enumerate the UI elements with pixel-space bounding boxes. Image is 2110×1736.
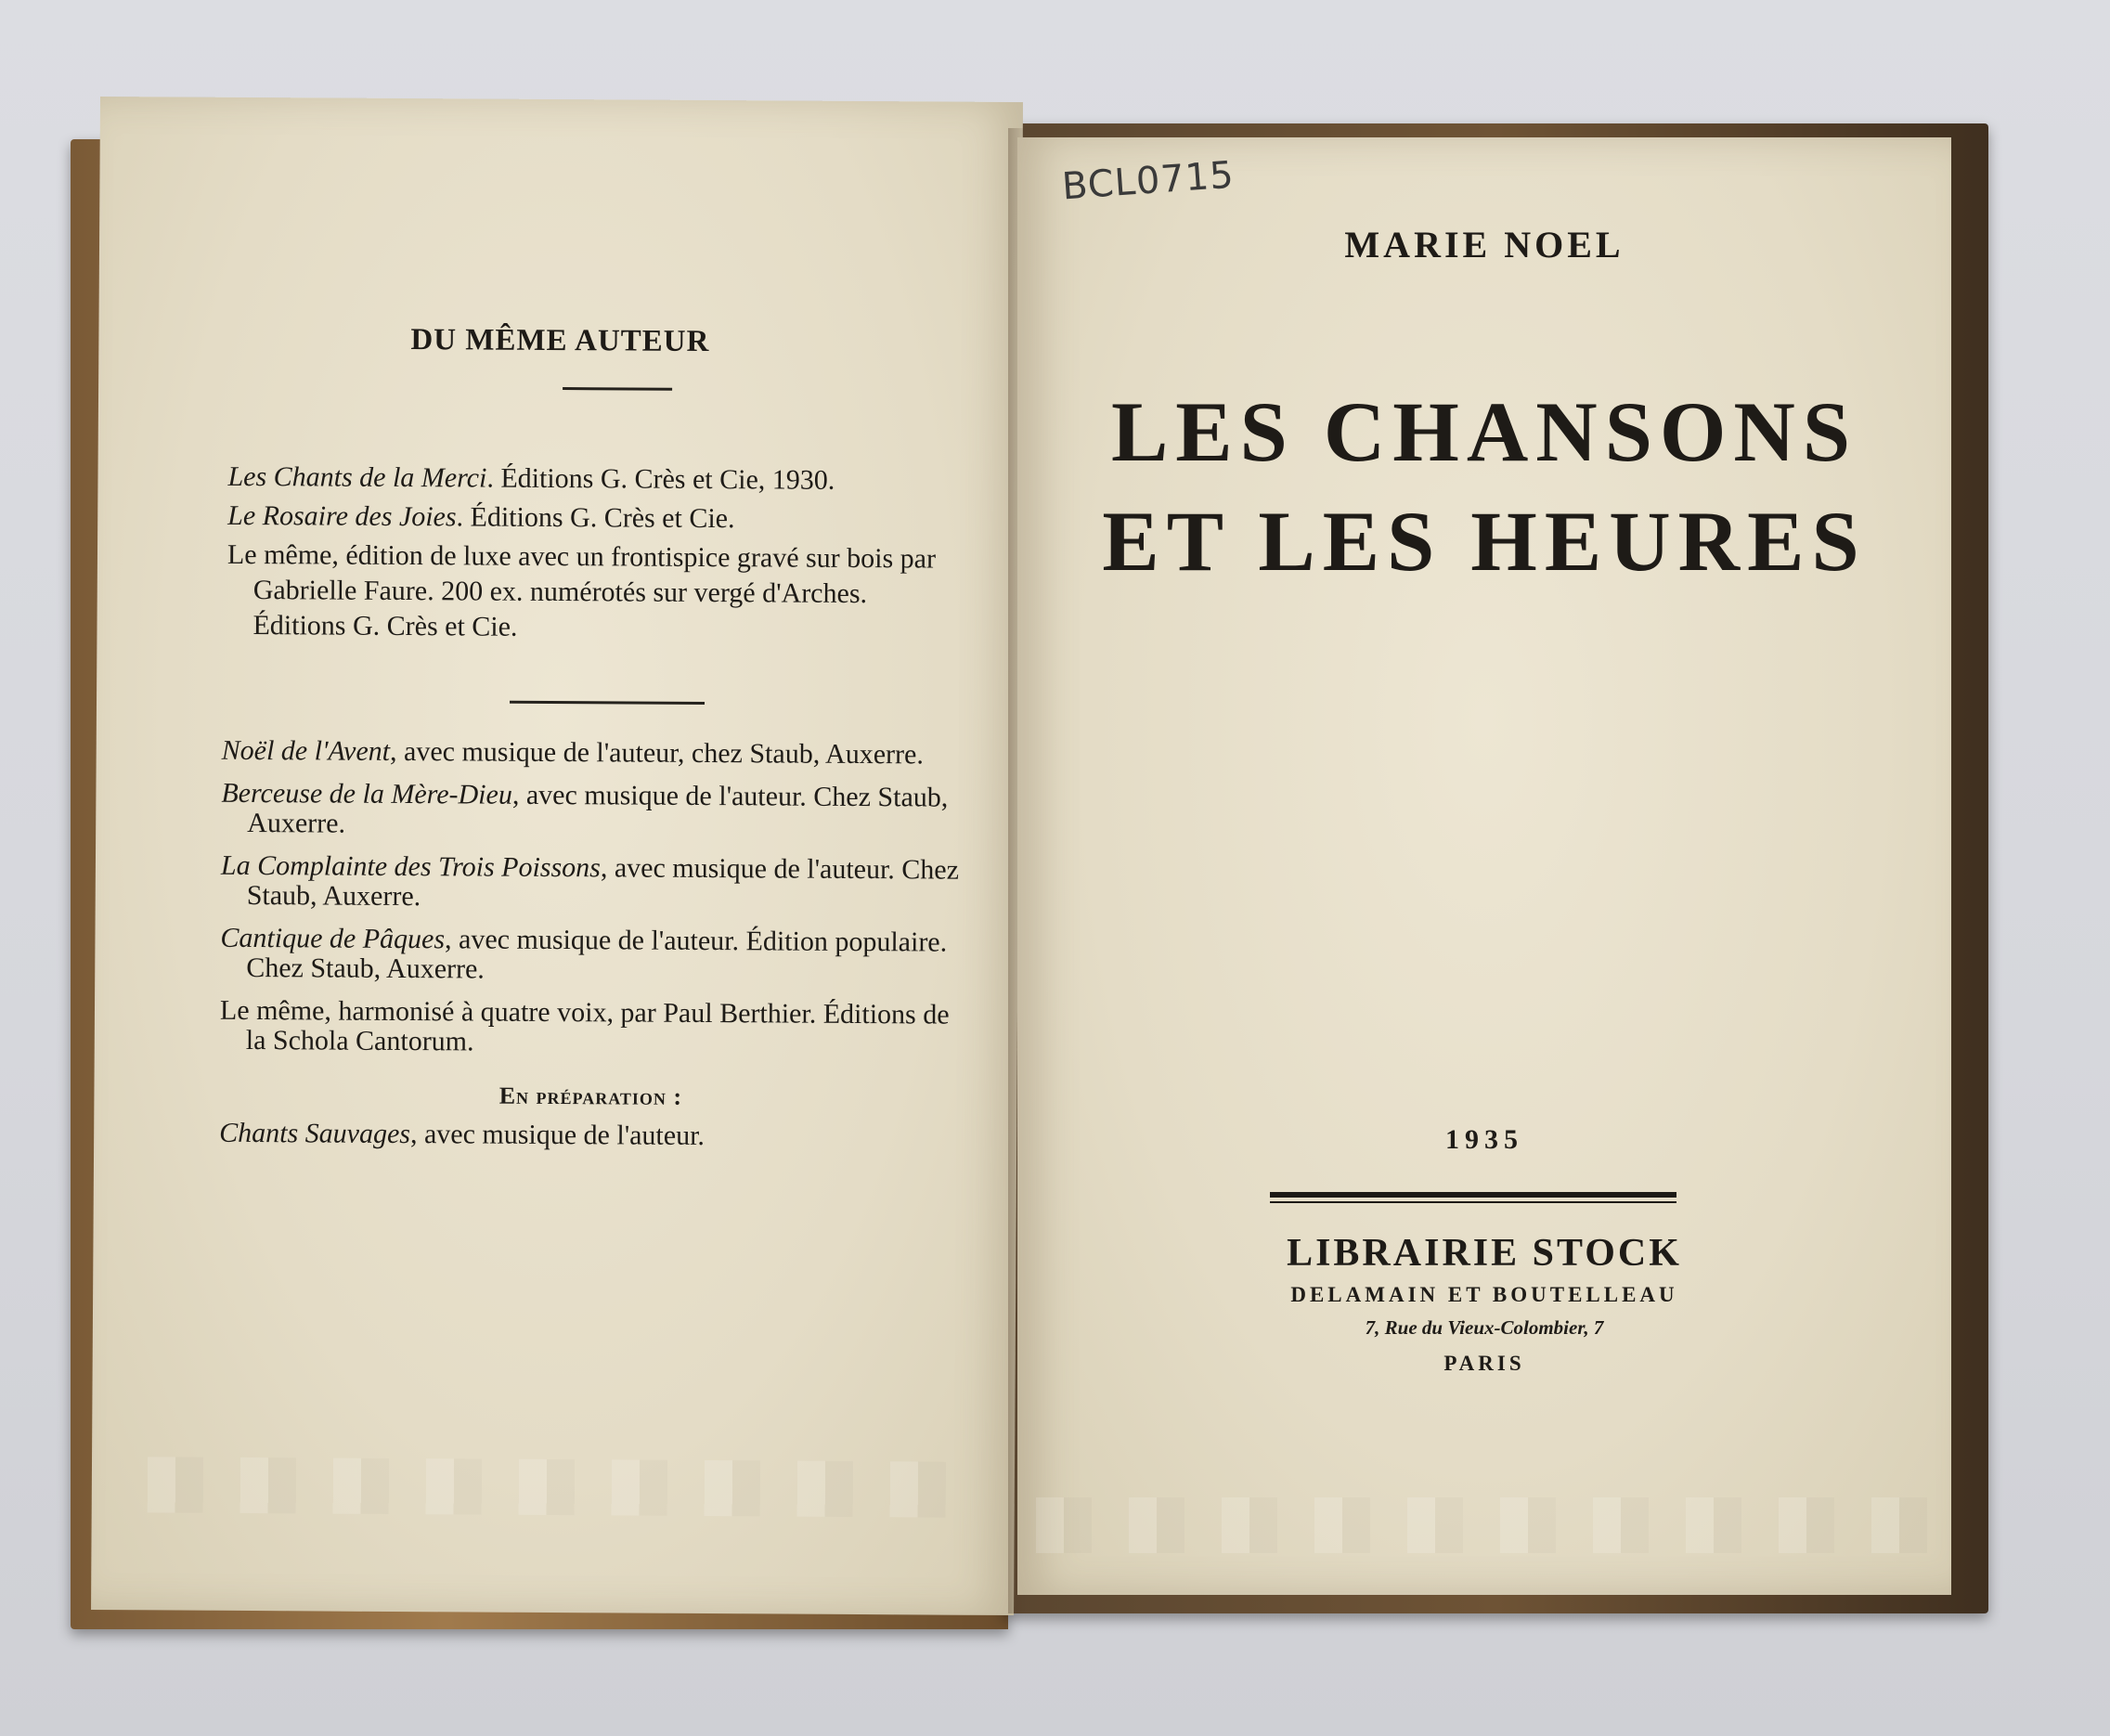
- list-item: Chants Sauvages, avec musique de l'auteur.: [219, 1117, 705, 1151]
- list-item: Cantique de Pâques, avec musique de l'auteur. Édition populaire. Chez Staub, Auxerre.: [220, 922, 948, 985]
- publisher-rule-thick: [1270, 1192, 1676, 1198]
- works-list-music: [219, 736, 964, 1166]
- blind-stamp: [148, 1457, 946, 1517]
- heading-rule: [563, 387, 672, 391]
- list-item: Le même, édition de luxe avec un frontispice gravé sur bois par Gabrielle Faure. 200 ex. numérotés sur vergé d'Arches. Éditions G. Crès et Cie.: [227, 538, 937, 642]
- in-preparation-heading: En préparation :: [498, 1082, 683, 1110]
- list-item: Les Chants de la Merci. Éditions G. Crès et Cie, 1930.: [227, 460, 835, 496]
- left-page: [91, 97, 1023, 1615]
- list-item: Noël de l'Avent, avec musique de l'auteur, chez Staub, Auxerre.: [221, 734, 924, 771]
- publisher-address: 7, Rue du Vieux-Colombier, 7: [1365, 1316, 1604, 1339]
- blind-stamp: [1036, 1497, 1927, 1553]
- publisher-city: PARIS: [1443, 1352, 1525, 1375]
- title-line-1: LES CHANSONS: [1110, 384, 1858, 479]
- section-divider: [510, 701, 705, 705]
- author-name: MARIE NOEL: [1344, 224, 1625, 266]
- publisher-name: LIBRAIRIE STOCK: [1287, 1232, 1682, 1275]
- list-item: Le Rosaire des Joies. Éditions G. Crès et Cie.: [227, 499, 735, 535]
- book-title: [1017, 377, 1951, 596]
- title-line-2: ET LES HEURES: [1102, 494, 1867, 589]
- list-item: Berceuse de la Mère-Dieu, avec musique de l'auteur. Chez Staub, Auxerre.: [221, 777, 949, 839]
- left-page-heading: DU MÊME AUTEUR: [410, 323, 710, 359]
- right-page: [1017, 137, 1951, 1595]
- publication-year: 1935: [1445, 1124, 1523, 1155]
- list-item: La Complainte des Trois Poissons, avec musique de l'auteur. Chez Staub, Auxerre.: [220, 849, 960, 913]
- list-item: Le même, harmonisé à quatre voix, par Paul Berthier. Éditions de la Schola Cantorum.: [219, 994, 950, 1057]
- publisher-rule-thin: [1270, 1201, 1676, 1203]
- publisher-subtitle: DELAMAIN ET BOUTELLEAU: [1290, 1283, 1678, 1306]
- handwritten-shelfmark: BCL0715: [1060, 153, 1236, 209]
- works-list-editions: [227, 460, 961, 652]
